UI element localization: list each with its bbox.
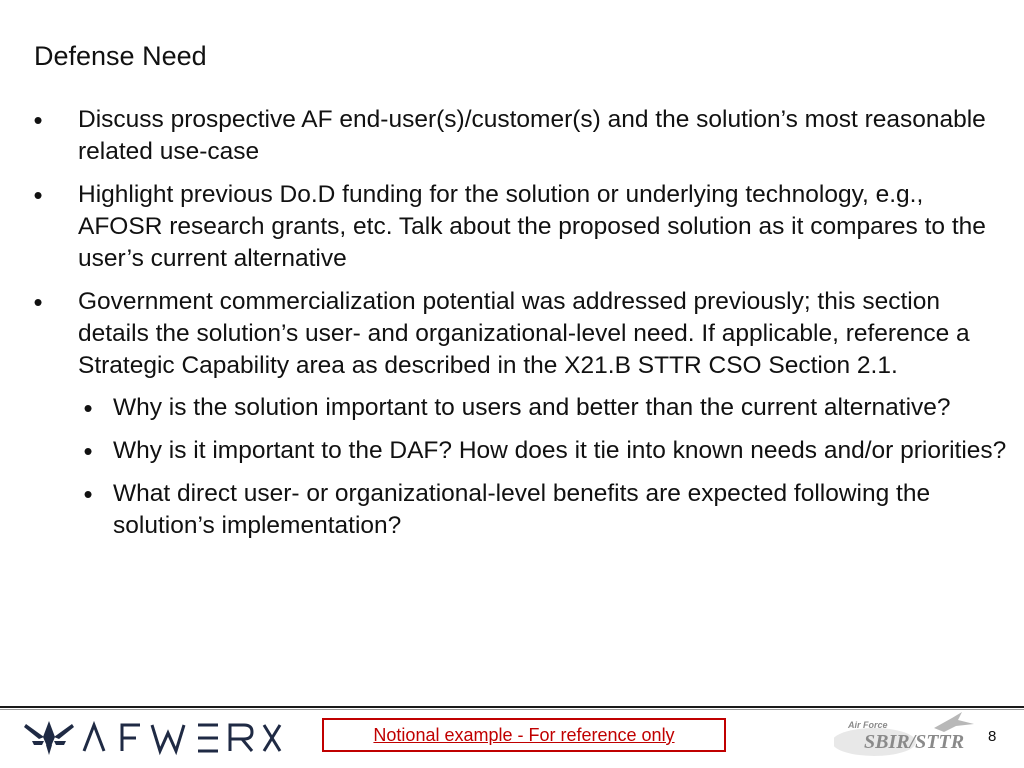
svg-text:Air Force: Air Force [848, 720, 888, 730]
jet-silhouette-icon [934, 712, 974, 732]
sub-bullet-item [78, 392, 1008, 424]
bullet-icon: • [33, 180, 43, 210]
sub-bullet-text: Why is it important to the DAF? How does it tie into known needs and/or priorities? [113, 437, 1007, 464]
bullet-icon: • [33, 105, 43, 135]
slide-title: Defense Need [34, 41, 207, 71]
notional-example-label: Notional example - For reference only [322, 718, 726, 752]
bullet-text: Highlight previous Do.D funding for the solution or underlying technology, e.g., AFOSR research grants, etc. Talk about the proposed solution as it compares to the user’s current alternative [78, 181, 986, 272]
sub-bullet-text: Why is the solution important to users and better than the current alternative? [113, 394, 951, 421]
slide-content [28, 104, 1008, 553]
sub-bullet-item [78, 478, 1008, 542]
bullet-text: Government commercialization potential was addressed previously; this section details the solution’s user- and organizational-level need. If applicable, reference a Strategic Capability area as described in the X21.B STTR CSO Section 2.1. [78, 288, 970, 379]
afwerx-logo [22, 715, 282, 759]
afwerx-wordmark [84, 725, 280, 751]
page-number: 8 [988, 728, 997, 745]
sub-bullet-item [78, 435, 1008, 467]
footer-divider [0, 706, 1024, 708]
bullet-text: Discuss prospective AF end-user(s)/customer(s) and the solution’s most reasonable related use-case [78, 106, 986, 165]
air-force-wings-icon [24, 721, 74, 755]
bullet-icon: • [83, 436, 93, 466]
bullet-icon: • [83, 393, 93, 423]
bullet-icon: • [83, 479, 93, 509]
sbir-sttr-logo [834, 710, 979, 760]
bullet-item [28, 179, 1008, 275]
sub-bullet-text: What direct user- or organizational-level benefits are expected following the solution’s implementation? [113, 480, 931, 539]
bullet-item [28, 104, 1008, 168]
bullet-item [28, 286, 1008, 542]
bullet-list [28, 104, 1008, 542]
bullet-icon: • [33, 287, 43, 317]
sub-bullet-list [78, 392, 1008, 542]
svg-text:SBIR/STTR: SBIR/STTR [864, 731, 965, 753]
